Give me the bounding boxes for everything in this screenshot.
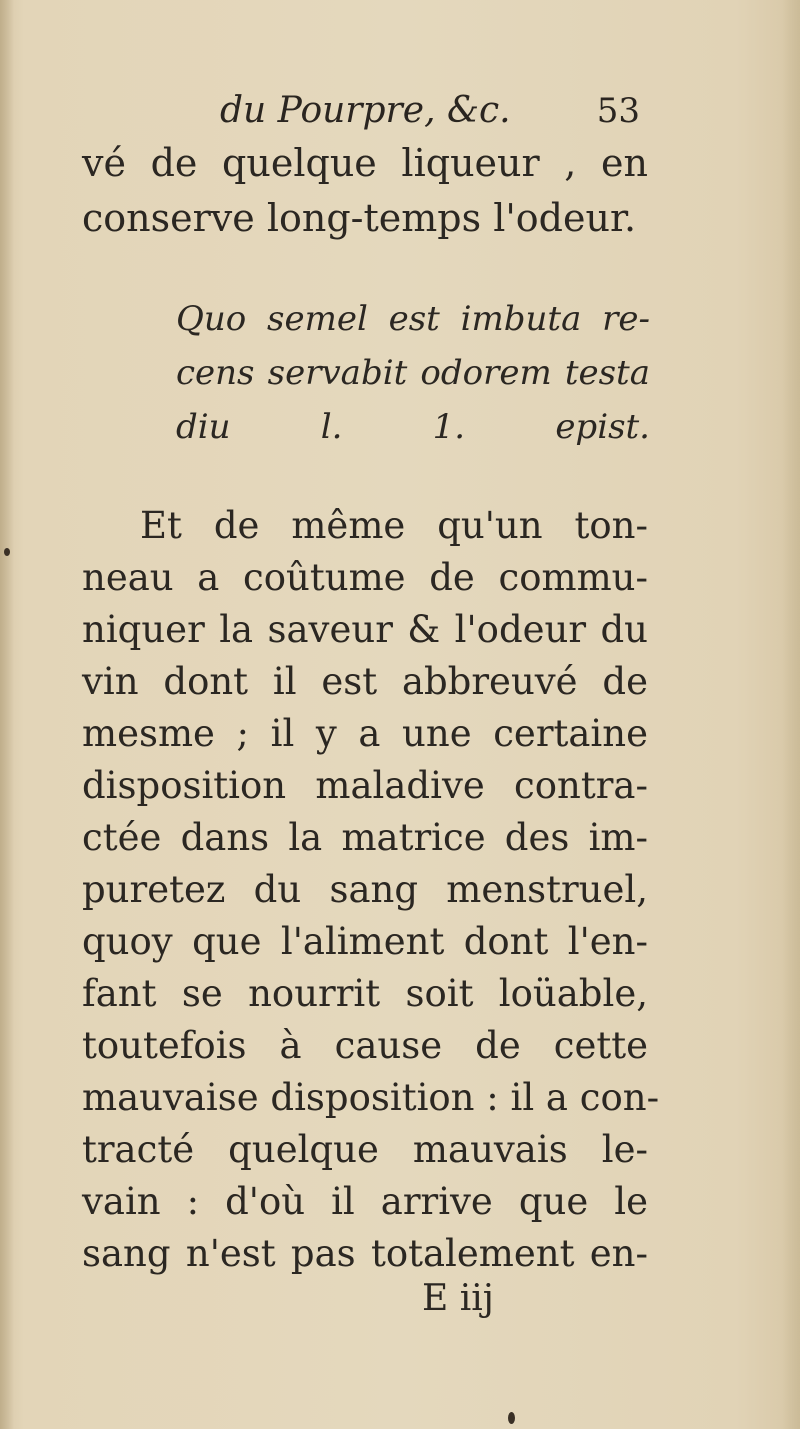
page-header: [220, 86, 640, 136]
text-line: fant se nourrit soit loüable,: [82, 972, 648, 1015]
text-line: vin dont il est abbreuvé de: [82, 660, 648, 703]
ink-spot: [4, 548, 10, 556]
page-number: 53: [596, 91, 640, 131]
text-line: conserve long-temps l'odeur.: [82, 196, 637, 240]
text-line: toutefois à cause de cette: [82, 1024, 648, 1067]
running-head: du Pourpre, &c.: [220, 90, 511, 131]
text-line: sang n'est pas totalement en-: [82, 1232, 648, 1275]
text-line: ctée dans la matrice des im-: [82, 816, 648, 859]
quote-line: diu l. 1. epist.: [176, 407, 650, 447]
text-line: niquer la saveur & l'odeur du: [82, 608, 648, 651]
text-line: tracté quelque mauvais le-: [82, 1128, 648, 1171]
text-line: vain : d'où il arrive que le: [82, 1180, 648, 1223]
text-line: quoy que l'aliment dont l'en-: [82, 920, 648, 963]
text-line: Et de même qu'un ton-: [140, 504, 648, 547]
quote-line: Quo semel est imbuta re-: [176, 299, 650, 339]
text-line: neau a coûtume de commu-: [82, 556, 648, 599]
text-line: disposition maladive contra-: [82, 764, 648, 807]
paragraph-continued: [82, 136, 648, 246]
main-paragraph: [82, 500, 660, 1280]
text-line: vé de quelque liqueur , en: [82, 141, 648, 185]
ink-spot: [508, 1412, 515, 1424]
quote-line: cens servabit odorem testa: [176, 353, 650, 393]
signature-mark: E iij: [422, 1278, 494, 1319]
text-line: puretez du sang menstruel,: [82, 868, 648, 911]
text-line: mesme ; il y a une certaine: [82, 712, 648, 755]
text-line: mauvaise disposition : il a con-: [82, 1076, 660, 1119]
latin-quotation: [176, 292, 650, 454]
